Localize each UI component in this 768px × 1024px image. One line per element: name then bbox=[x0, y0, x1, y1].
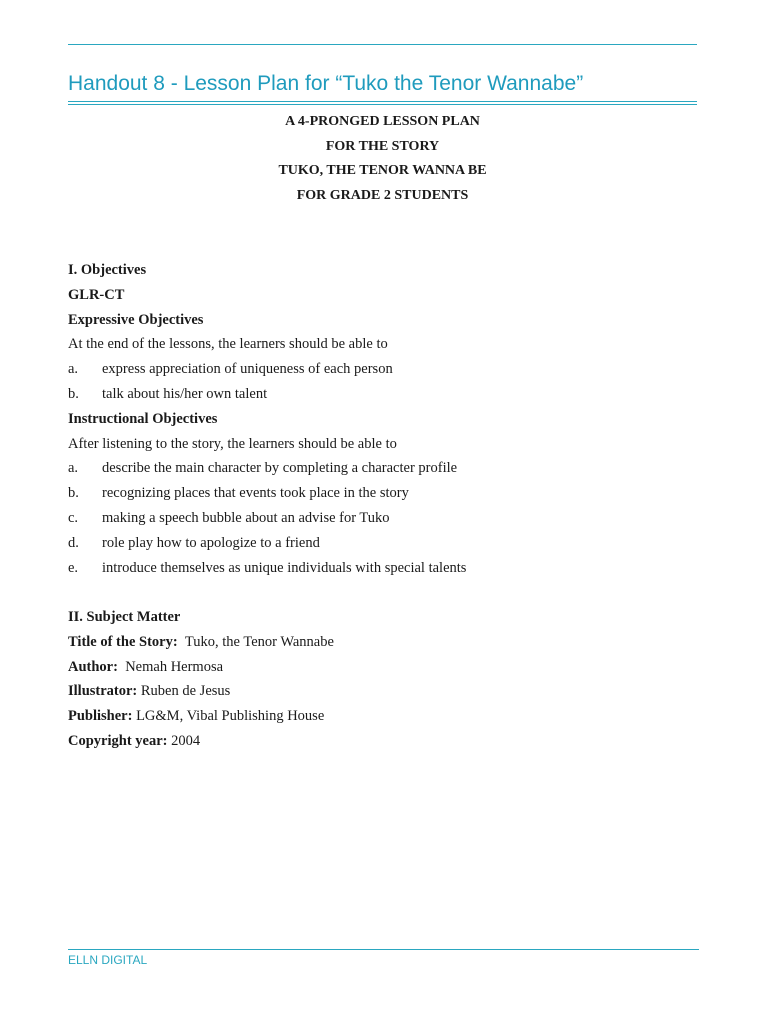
list-marker: a. bbox=[68, 460, 79, 477]
list-item bbox=[68, 357, 697, 382]
list-item bbox=[68, 456, 697, 481]
list-item-text: talk about his/her own talent bbox=[102, 385, 268, 402]
list-item bbox=[68, 481, 697, 506]
subtitle-line: FOR GRADE 2 STUDENTS bbox=[296, 188, 469, 204]
list-item-text: express appreciation of uniqueness of each person bbox=[102, 361, 393, 378]
expressive-objectives-intro: At the end of the lessons, the learners should be able to bbox=[68, 336, 388, 353]
list-marker: c. bbox=[68, 509, 79, 526]
subtitle-line: TUKO, THE TENOR WANNA BE bbox=[278, 163, 487, 179]
footer-rule bbox=[68, 949, 699, 950]
field-row-author bbox=[68, 655, 697, 680]
field-row-copyright bbox=[68, 729, 697, 754]
list-marker: d. bbox=[68, 534, 79, 551]
subject-matter-section bbox=[68, 605, 697, 754]
list-item bbox=[68, 506, 697, 531]
instructional-objectives-intro: After listening to the story, the learners should be able to bbox=[68, 435, 397, 452]
subtitle-line: A 4-PRONGED LESSON PLAN bbox=[285, 114, 480, 129]
field-label: Author: bbox=[68, 658, 118, 675]
lesson-plan-subtitle bbox=[68, 110, 697, 209]
list-marker: e. bbox=[68, 559, 79, 576]
objectives-section bbox=[68, 258, 697, 580]
list-item-text: describe the main character by completing a character profile bbox=[102, 460, 458, 477]
section-heading-objectives: I. Objectives bbox=[68, 262, 147, 278]
field-value: 2004 bbox=[171, 732, 201, 749]
title-rule-lower bbox=[68, 104, 697, 105]
list-item-text: role play how to apologize to a friend bbox=[102, 534, 320, 551]
subtitle-line: FOR THE STORY bbox=[325, 138, 440, 154]
list-item-text: recognizing places that events took place in the story bbox=[102, 485, 409, 502]
field-value: Ruben de Jesus bbox=[140, 683, 231, 700]
list-marker: b. bbox=[68, 385, 79, 402]
field-row-illustrator bbox=[68, 679, 697, 704]
field-value: Tuko, the Tenor Wannabe bbox=[184, 633, 334, 650]
expressive-objectives-heading: Expressive Objectives bbox=[68, 311, 204, 328]
top-rule bbox=[68, 44, 697, 45]
list-marker: a. bbox=[68, 361, 79, 378]
field-value: LG&M, Vibal Publishing House bbox=[136, 708, 325, 725]
field-label: Title of the Story: bbox=[68, 633, 178, 650]
title-rule-upper bbox=[68, 101, 697, 102]
list-item bbox=[68, 382, 697, 407]
instructional-objectives-heading: Instructional Objectives bbox=[68, 410, 218, 427]
section-heading-subject-matter: II. Subject Matter bbox=[68, 609, 181, 625]
field-label: Publisher: bbox=[68, 708, 133, 725]
field-value: Nemah Hermosa bbox=[125, 658, 224, 675]
list-item-text: making a speech bubble about an advise for Tuko bbox=[102, 509, 390, 526]
page-title: Handout 8 - Lesson Plan for “Tuko the Tenor Wannabe” bbox=[68, 72, 584, 95]
field-row-publisher bbox=[68, 704, 697, 729]
field-row-title bbox=[68, 630, 697, 655]
list-item bbox=[68, 556, 697, 581]
list-item bbox=[68, 531, 697, 556]
field-label: Copyright year: bbox=[68, 732, 168, 749]
list-item-text: introduce themselves as unique individuals with special talents bbox=[102, 559, 467, 576]
field-label: Illustrator: bbox=[68, 683, 138, 700]
footer-label: ELLN DIGITAL bbox=[68, 953, 148, 967]
list-marker: b. bbox=[68, 485, 79, 502]
objectives-code: GLR-CT bbox=[68, 286, 125, 303]
